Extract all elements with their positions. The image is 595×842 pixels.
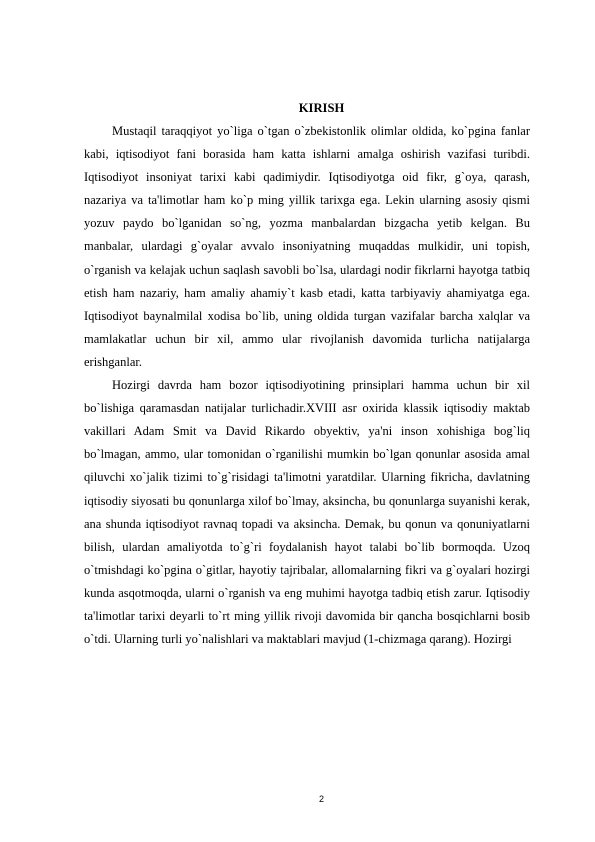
page-number: 2 (318, 794, 324, 804)
section-heading: KIRISH (298, 101, 345, 115)
paragraph-1: Mustaqil taraqqiyot yo`liga o`tgan o`zbekistonlik olimlar oldida, ko`pgina fanlar kabi, iqtisodiyot fani borasida ham katta ishlarni amalga oshirish vazifasi turibdi. Iqtisodiyot insoniyat tarixi kabi qadimiydir. Iqtisodiyotga oid fikr, g`oya, qarash, nazariya va ta'limotlar ham ko`p ming yillik tarixga ega. Lekin ularning asosiy qismi yozuv paydo bo`lganidan so`ng, yozma manbalardan bizgacha yetib kelgan. Bu manbalar, ulardagi g`oyalar avvalo insoniyatning muqaddas mulkidir, uni topish, o`rganish va kelajak uchun saqlash savobli bo`lsa, ulardagi nodir fikrlarni hayotga tatbiq etish ham nazariy, ham amaliy ahamiy`t kasb etadi, katta tarbiyaviy ahamiyatga ega. Iqtisodiyot baynalmilal xodisa bo`lib, uning oldida turgan vazifalar barcha xalqlar va mamlakatlar uchun bir xil, ammo ular rivojlanish davomida turlicha natijalarga erishganlar. (84, 124, 530, 369)
body-text (84, 120, 530, 651)
paragraph-2: Hozirgi davrda ham bozor iqtisodiyotining prinsiplari hamma uchun bir xil bo`lishiga qaramasdan natijalar turlichadir.XVIII asr oxirida klassik iqtisodiy maktab vakillari Adam Smit va David Rikardo obyektiv, ya'ni inson xohishiga bog`liq bo`lmagan, ammo, ular tomonidan o`rganilishi mumkin bo`lgan qonunlar asosida amal qiluvchi xo`jalik tizimi to`g`risidagi ta'limotni yaratdilar. Ularning fikricha, davlatning iqtisodiy siyosati bu qonunlarga xilof bo`lmay, aksincha, bu qonunlarga suyanishi kerak, ana shunda iqtisodiyot ravnaq topadi va aksincha. Demak, bu qonun va qonuniyatlarni bilish, ulardan amaliyotda to`g`ri foydalanish hayot talabi bo`lib bormoqda. Uzoq o`tmishdagi ko`pgina o`gitlar, hayotiy tajribalar, allomalarning fikri va g`oyalari hozirgi kunda asqotmoqda, ularni o`rganish va eng muhimi hayotga tadbiq etish zarur. Iqtisodiy ta'limotlar tarixi deyarli to`rt ming yillik rivoji davomida bir qancha bosqichlarni bosib o`tdi. Ularning turli yo`nalishlari va maktablari mavjud (1-chizmaga qarang). Hozirgi (84, 378, 530, 647)
